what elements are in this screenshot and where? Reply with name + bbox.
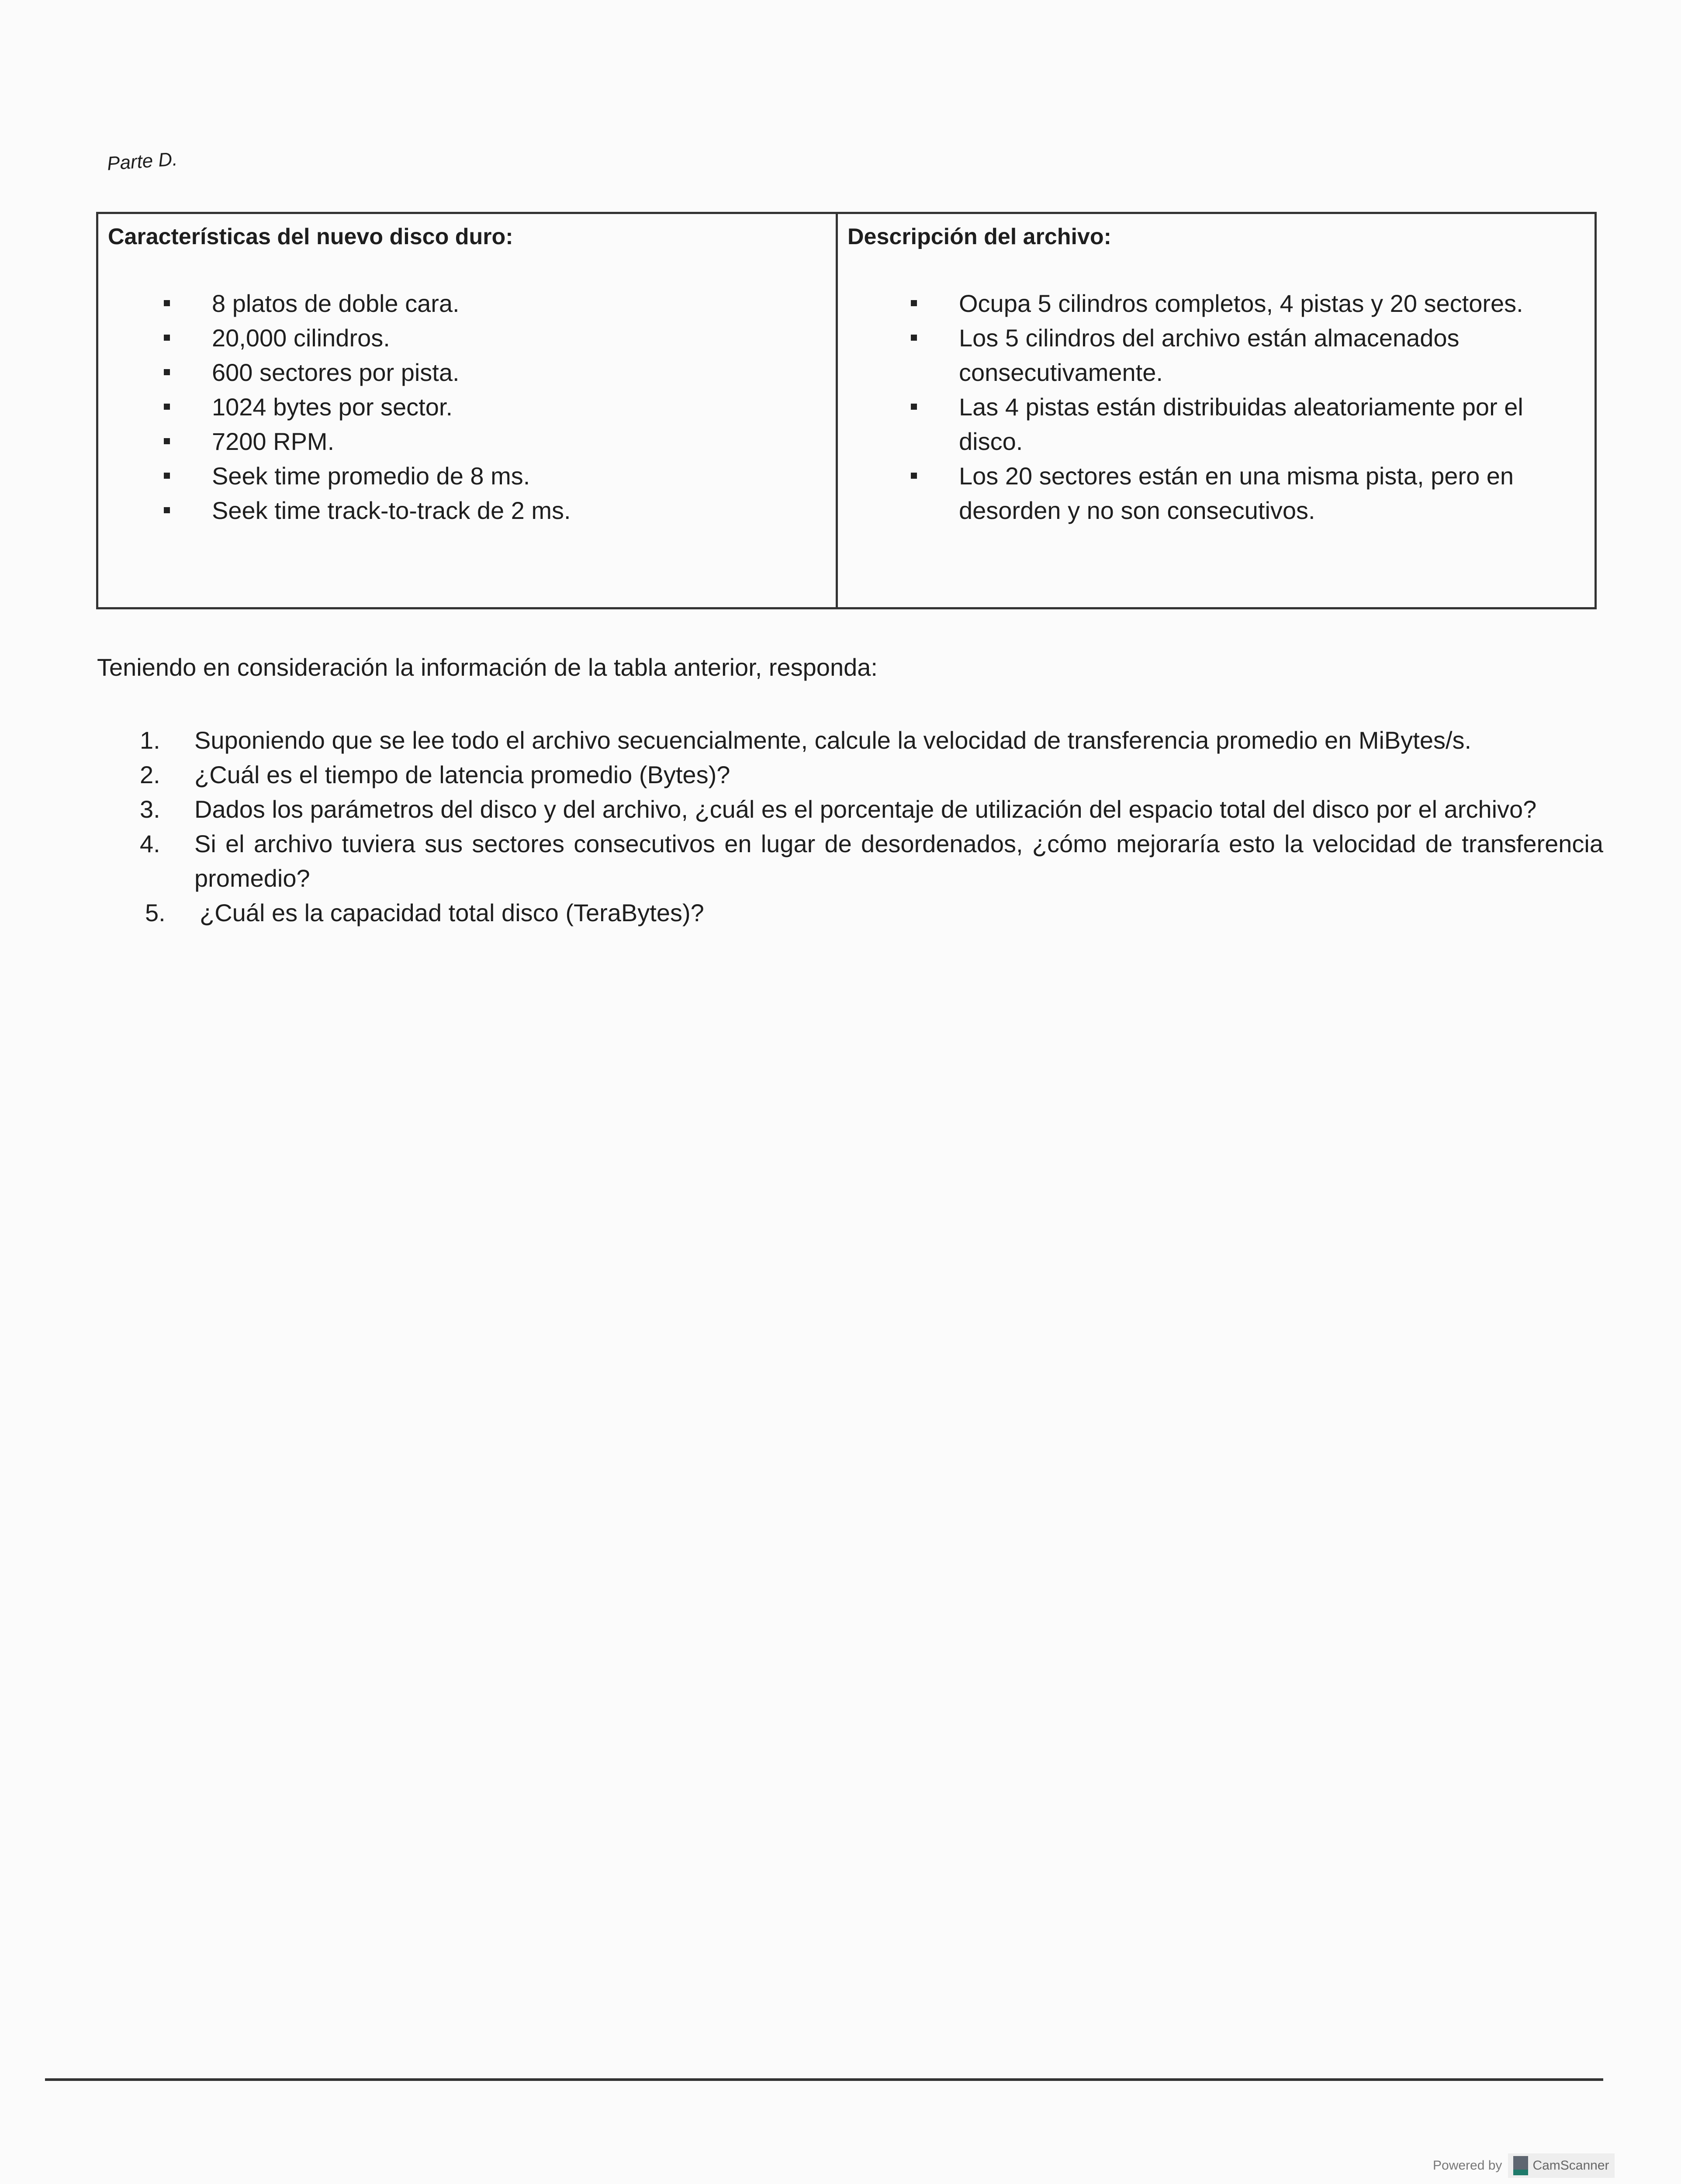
question-text: Si el archivo tuviera sus sectores consecutivos en lugar de desordenados, ¿cómo mejoraría esto la velocidad de transferencia promedio?	[194, 830, 1603, 892]
disk-features-list	[164, 286, 571, 528]
file-description-list	[911, 286, 1540, 528]
question-number: 3.	[140, 795, 160, 823]
list-item: Seek time track-to-track de 2 ms.	[164, 493, 571, 528]
question-number: 1.	[140, 726, 160, 754]
question-item	[145, 895, 1603, 930]
instructions: Teniendo en consideración la información de la tabla anterior, responda:	[97, 653, 878, 681]
table-divider	[836, 214, 838, 607]
questions-list	[140, 723, 1603, 930]
question-text: ¿Cuál es la capacidad total disco (TeraBytes)?	[200, 899, 704, 926]
list-item: Ocupa 5 cilindros completos, 4 pistas y 20 sectores.	[911, 286, 1540, 321]
list-item: Los 20 sectores están en una misma pista, pero en desorden y no son consecutivos.	[911, 459, 1540, 528]
list-item: 600 sectores por pista.	[164, 355, 571, 390]
question-item	[140, 723, 1603, 757]
section-title: Parte D.	[106, 148, 178, 175]
question-text: Dados los parámetros del disco y del archivo, ¿cuál es el porcentaje de utilización del espacio total del disco por el archivo?	[194, 795, 1537, 823]
list-item: Los 5 cilindros del archivo están almacenados consecutivamente.	[911, 321, 1540, 390]
list-item: Seek time promedio de 8 ms.	[164, 459, 571, 493]
disk-features-title: Características del nuevo disco duro:	[108, 224, 513, 249]
question-text: ¿Cuál es el tiempo de latencia promedio (Bytes)?	[194, 761, 730, 788]
question-number: 5.	[145, 899, 166, 926]
file-description-title: Descripción del archivo:	[847, 224, 1111, 249]
footer-rule	[45, 2078, 1603, 2081]
specs-table	[96, 212, 1597, 609]
list-item: 7200 RPM.	[164, 424, 571, 459]
question-item	[140, 826, 1603, 895]
powered-by-text: Powered by	[1433, 2158, 1502, 2173]
list-item: 8 platos de doble cara.	[164, 286, 571, 321]
list-item: Las 4 pistas están distribuidas aleatoriamente por el disco.	[911, 390, 1540, 459]
camscanner-badge	[1508, 2153, 1614, 2178]
question-item	[140, 792, 1603, 826]
question-number: 2.	[140, 761, 160, 788]
camscanner-watermark	[1433, 2153, 1615, 2178]
camscanner-brand: CamScanner	[1532, 2158, 1609, 2173]
camscanner-logo-icon	[1513, 2156, 1528, 2175]
question-item	[140, 757, 1603, 792]
list-item: 20,000 cilindros.	[164, 321, 571, 355]
question-number: 4.	[140, 830, 160, 857]
list-item: 1024 bytes por sector.	[164, 390, 571, 424]
question-text: Suponiendo que se lee todo el archivo secuencialmente, calcule la velocidad de transferencia promedio en MiBytes/s.	[194, 726, 1472, 754]
